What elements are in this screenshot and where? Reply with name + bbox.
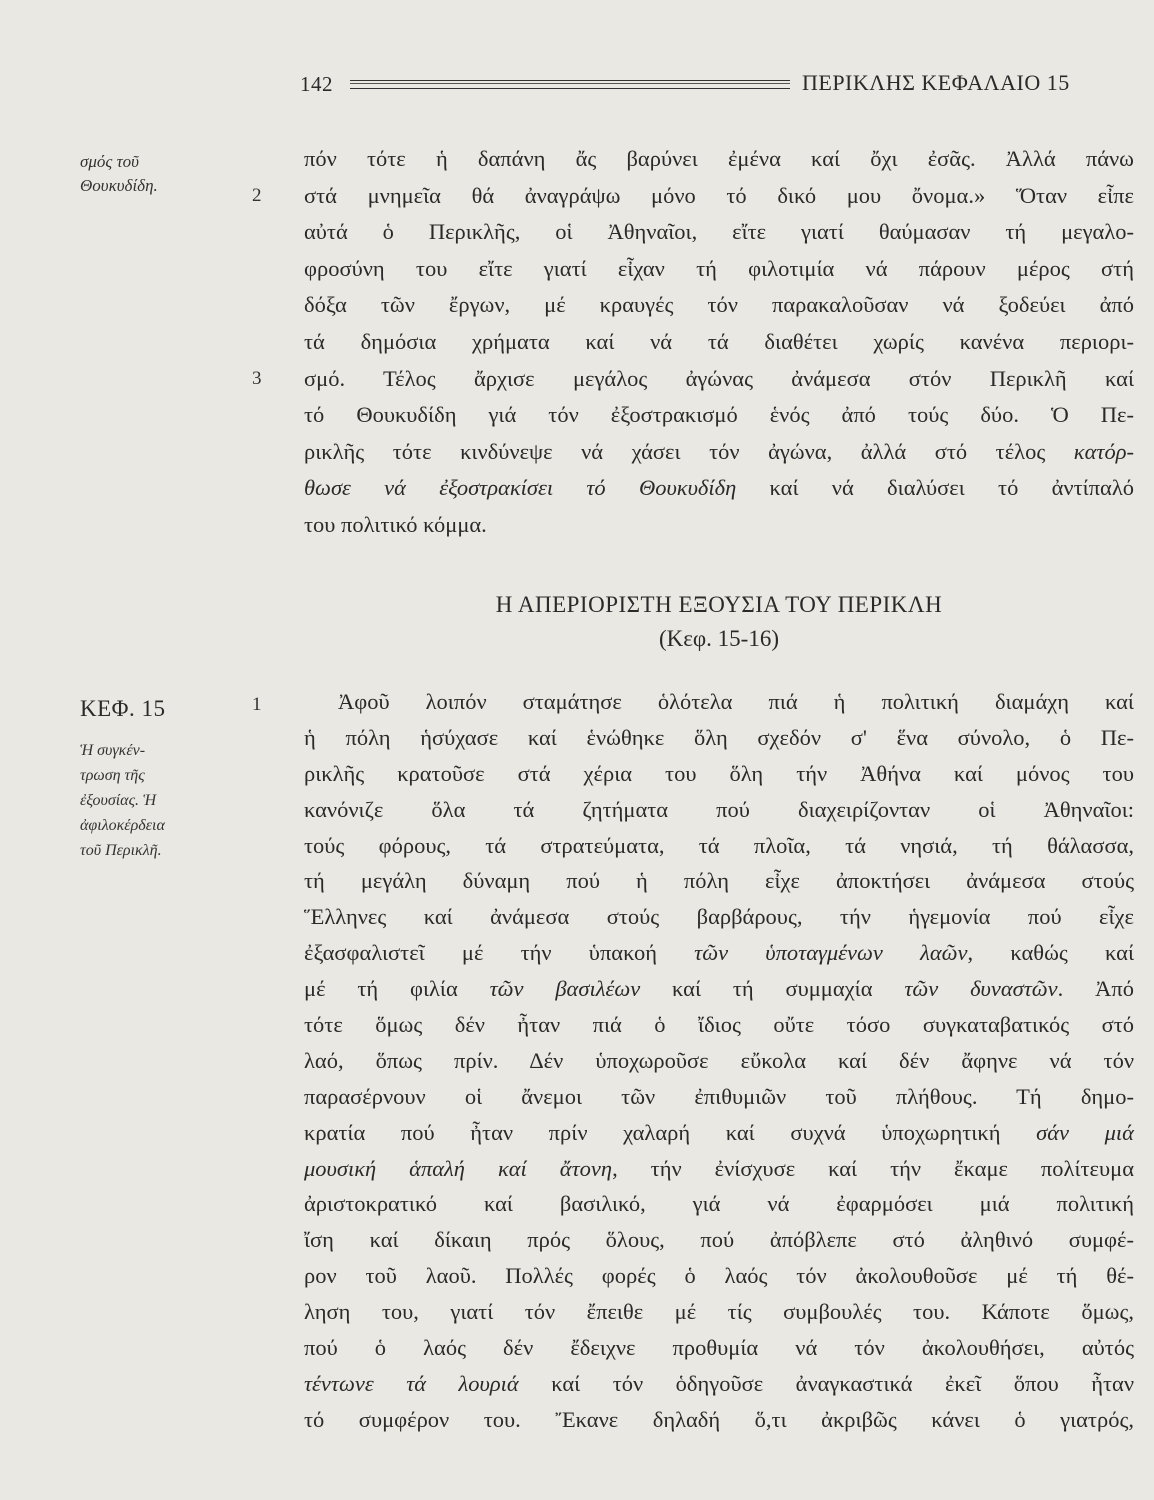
text-run: , καθώς καί xyxy=(967,940,1134,966)
margin-note-line: ἀφιλοκέρδεια xyxy=(80,817,165,834)
text-run: ἐξασφαλιστεῖ μέ τήν ὑπακοή xyxy=(304,940,695,966)
text-run: ρικλῆς τότε κινδύνεψε νά χάσει τόν ἀγώνα, ἀλλά στό τέλος xyxy=(304,438,1046,464)
margin-note-line: Θουκυδίδη. xyxy=(80,176,158,195)
margin-note-line: ἐξουσίας. Ἡ xyxy=(80,792,157,809)
text-line: δόξα τῶν ἔργων, μέ κραυγές τόν παρακαλοῦσαν νά ξοδεύει ἀπό xyxy=(304,292,1134,318)
text-line: ἡ πόλη ἡσύχασε καί ἑνώθηκε ὅλη σχεδόν σ' ἕνα σύνολο, ὁ Πε- xyxy=(304,724,1134,750)
text-line: σμό. Τέλος ἄρχισε μεγάλος ἀγώνας ἀνάμεσα στόν Περικλῆ καί xyxy=(304,365,1134,391)
text-run: , τήν ἐνίσχυσε καί τήν ἔκαμε πολίτευμα xyxy=(612,1155,1134,1181)
text-line: τά δημόσια χρήματα καί νά τά διαθέτει χωρίς κανένα περιορι- xyxy=(304,328,1134,354)
text-line xyxy=(304,434,1134,471)
text-line: παρασέρνουν οἱ ἄνεμοι τῶν ἐπιθυμιῶν τοῦ πλήθους. Τή δημο- xyxy=(304,1083,1134,1109)
text-line xyxy=(304,470,1134,507)
page-number: 142 xyxy=(300,72,333,96)
header-rule xyxy=(350,80,790,89)
text-run: καί τή συμμαχία xyxy=(640,976,905,1002)
text-line: αὐτά ὁ Περικλῆς, οἱ Ἀθηναῖοι, εἴτε γιατί θαύμασαν τή μεγαλο- xyxy=(304,219,1134,245)
margin-note-line: Ἡ συγκέν- xyxy=(80,742,146,759)
italic-run: μουσική ἁπαλή καί ἄτονη xyxy=(304,1155,613,1181)
text-run: κρατία πού ἦταν πρίν χαλαρή καί συχνά ὑποχωρητική xyxy=(304,1119,1037,1145)
text-line: ρικλῆς κρατοῦσε στά χέρια του ὅλη τήν Ἀθήνα καί μόνος του xyxy=(304,760,1134,786)
italic-run: τῶν βασιλέων xyxy=(489,976,641,1002)
text-line: ἀριστοκρατικό καί βασιλικό, γιά νά ἐφαρμόσει μιά πολιτική xyxy=(304,1191,1134,1217)
margin-note-line: τρωση τῆς xyxy=(80,767,145,784)
section-subtitle: (Κεφ. 15-16) xyxy=(658,626,780,651)
margin-note-top xyxy=(80,150,158,198)
text-run: μέ τή φιλία xyxy=(304,976,490,1002)
line-marker: 2 xyxy=(252,185,262,206)
text-line: ληση του, γιατί τόν ἔπειθε μέ τίς συμβουλές του. Κάποτε ὅμως, xyxy=(304,1299,1134,1325)
text-run: καί τόν ὁδηγοῦσε ἀναγκαστικά ἐκεῖ ὅπου ἦταν xyxy=(518,1370,1134,1396)
text-line: Ἕλληνες καί ἀνάμεσα στούς βαρβάρους, τήν ἡγεμονία πού εἶχε xyxy=(304,904,1134,930)
text-line: τότε ὅμως δέν ἦταν πιά ὁ ἴδιος οὔτε τόσο συγκαταβατικός στό xyxy=(304,1012,1134,1038)
italic-run: κατόρ- xyxy=(1073,438,1135,464)
text-line xyxy=(304,971,1134,1007)
line-marker: 3 xyxy=(252,368,262,389)
text-line: τό συμφέρον του. Ἔκανε δηλαδή ὅ,τι ἀκριβῶς κάνει ὁ γιατρός, xyxy=(304,1406,1134,1432)
text-run: . Ἀπό xyxy=(1057,976,1134,1002)
text-line: τούς φόρους, τά στρατεύματα, τά πλοῖα, τά νησιά, τή θάλασσα, xyxy=(304,832,1134,858)
text-line: ρον τοῦ λαοῦ. Πολλές φορές ὁ λαός τόν ἀκολουθοῦσε μέ τή θέ- xyxy=(304,1263,1134,1289)
italic-run: τῶν δυναστῶν xyxy=(904,976,1058,1002)
text-line: τό Θουκυδίδη γιά τόν ἐξοστρακισμό ἑνός ἀπό τούς δύο. Ὁ Πε- xyxy=(304,402,1134,428)
text-line: πού ὁ λαός δέν ἔδειχνε προθυμία νά τόν ἀκολουθήσει, αὐτός xyxy=(304,1335,1134,1361)
text-block-2 xyxy=(304,684,1134,1438)
text-line: Ἀφοῦ λοιπόν σταμάτησε ὁλότελα πιά ἡ πολιτική διαμάχη καί xyxy=(338,689,1134,714)
chapter-label: ΚΕΦ. 15 xyxy=(80,696,166,721)
text-line: ἴση καί δίκαιη πρός ὅλους, πού ἀπόβλεπε στό ἀληθινό συμφέ- xyxy=(304,1227,1134,1253)
text-line xyxy=(304,1151,1134,1187)
text-line: κανόνιζε ὅλα τά ζητήματα πού διαχειρίζονταν οἱ Ἀθηναῖοι: xyxy=(304,796,1134,822)
italic-run: τῶν ὑποταγμένων λαῶν xyxy=(694,940,968,966)
text-line: στά μνημεῖα θά ἀναγράψω μόνο τό δικό μου ὄνομα.» Ὅταν εἶπε xyxy=(304,182,1134,208)
text-block-1 xyxy=(304,141,1134,544)
text-line: του πολιτικό κόμμα. xyxy=(304,511,487,537)
text-line: λαό, ὅπως πρίν. Δέν ὑποχωροῦσε εὔκολα καί δέν ἄφηνε νά τόν xyxy=(304,1047,1134,1073)
italic-run: τέντωνε τά λουριά xyxy=(304,1370,519,1396)
text-line: τή μεγάλη δύναμη πού ἡ πόλη εἶχε ἀποκτήσει ἀνάμεσα στούς xyxy=(304,868,1134,894)
italic-run: σάν μιά xyxy=(1036,1119,1134,1145)
margin-note-line: σμός τοῦ xyxy=(80,152,139,171)
text-line xyxy=(304,1115,1134,1151)
text-line: πόν τότε ἡ δαπάνη ἄς βαρύνει ἐμένα καί ὄχι ἐσᾶς. Ἀλλά πάνω xyxy=(304,146,1134,171)
italic-run: θωσε νά ἐξοστρακίσει τό Θουκυδίδη xyxy=(304,475,737,501)
text-line xyxy=(304,1366,1134,1402)
text-line xyxy=(304,935,1134,971)
line-marker: 1 xyxy=(252,694,262,715)
text-line: φροσύνη του εἴτε γιατί εἶχαν τή φιλοτιμία νά πάρουν μέρος στή xyxy=(304,255,1134,281)
running-title: ΠΕΡΙΚΛΗΣ ΚΕΦΑΛΑΙΟ 15 xyxy=(802,70,1070,95)
margin-note-line: τοῦ Περικλῆ. xyxy=(80,842,162,859)
margin-note-chapter xyxy=(80,738,240,863)
text-run: καί νά διαλύσει τό ἀντίπαλό xyxy=(769,475,1134,501)
section-title: Η ΑΠΕΡΙΟΡΙΣΤΗ ΕΞΟΥΣΙΑ ΤΟΥ ΠΕΡΙΚΛΗ xyxy=(495,592,943,617)
